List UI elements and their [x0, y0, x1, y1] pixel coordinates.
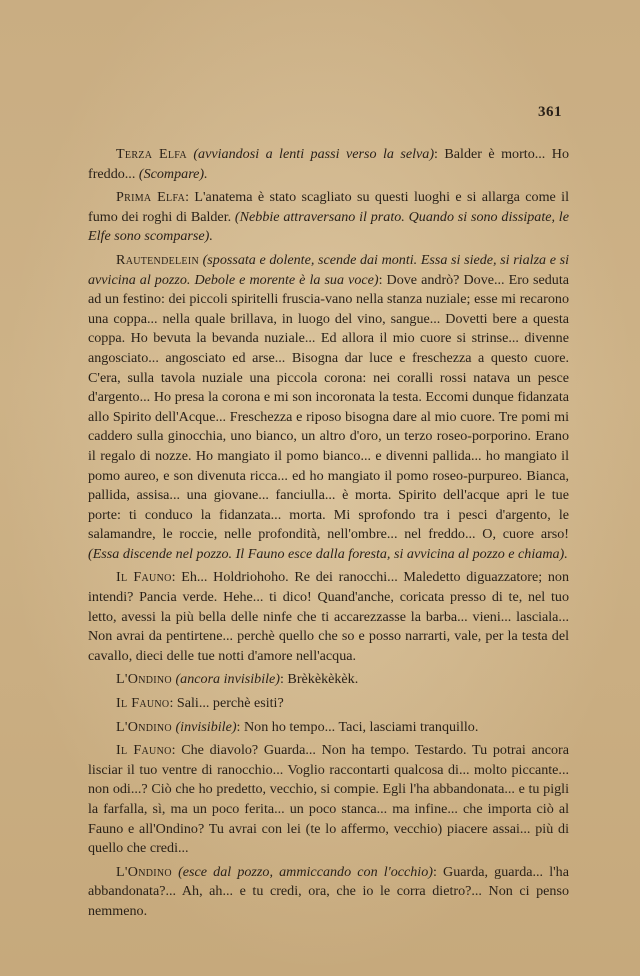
dialogue-paragraph	[88, 670, 569, 690]
speaker-name: L'Ondino	[116, 863, 172, 880]
dialogue-text: : L'anatema è stato scagliato su questi luoghi e si allarga come il fumo dei roghi di Balder.	[88, 189, 570, 225]
stage-direction: (invisibile)	[171, 718, 237, 735]
dialogue-text: : Non ho tempo... Taci, lasciami tranquillo.	[236, 718, 479, 735]
stage-direction: (avviandosi a lenti passi verso la selva)	[186, 146, 435, 162]
speaker-name: Il Fauno	[116, 742, 172, 759]
dialogue-text: : Balder è morto... Ho freddo...	[88, 146, 569, 182]
stage-direction: (spossata e dolente, scende dai monti. Essa si siede, si rialza e si avvicina al pozzo. Debole e morente è la sua voce)	[88, 251, 569, 288]
stage-direction: (Scompare).	[138, 165, 208, 182]
stage-direction: (esce dal pozzo, ammiccando con l'occhio)	[171, 863, 433, 880]
speaker-name: Prima Elfa	[116, 189, 186, 206]
dialogue-text: : Che diavolo? Guarda... Non ha tempo. Testardo. Tu potrai ancora lisciar il tuo ventre di ranocchio... Voglio raccontarti qualcosa di... molto piccante... non odi...? Ciò che ho predetto, vecchio, si compie. Egli l'ha abbandonata... e tu pigli la farfalla, sì, ma un poco ferita... un poco stanca... ma infine... che importa ciò al Fauno e all'Ondino? Tu avrai con lei (te lo affermo, vecchio) piacere assai... più di quello che credi...	[88, 742, 569, 857]
dialogue-paragraph	[88, 188, 569, 247]
stage-direction: (Nebbie attraversano il prato. Quando si sono dissipate, le Elfe sono scomparse).	[88, 208, 569, 245]
speaker-name: Il Fauno	[116, 569, 172, 586]
page-body	[88, 145, 569, 926]
stage-direction: (ancora invisibile)	[171, 671, 280, 688]
speaker-name: L'Ondino	[116, 671, 172, 688]
stage-direction: (Essa discende nel pozzo. Il Fauno esce dalla foresta, si avvicina al pozzo e chiama).	[88, 545, 568, 562]
dialogue-paragraph	[88, 863, 569, 922]
dialogue-text: : Eh... Holdriohoho. Re dei ranocchi... Maledetto diguazzatore; non intendi? Pancia verde. Hehe... ti dico! Quand'anche, coricata presso di te, nel tuo letto, avessi la più bella delle ninfe che ti accarezzasse la barba... vieni... lasciala... Non avrai da pentirtene... perchè quello che so e posso narrarti, vale, per la testa del cavallo, dieci delle tue notti d'amore nell'acqua.	[88, 569, 570, 664]
dialogue-text: : Guarda, guarda... l'ha abbandonata?... Ah, ah... e tu credi, ora, che io le corra dietro?... Non ci penso nemmeno.	[88, 863, 569, 919]
dialogue-paragraph	[88, 568, 569, 666]
dialogue-text: : Dove andrò? Dove... Ero seduta ad un festino: dei piccoli spiritelli fruscia-vano nella stanza nuziale; esse mi recarono una coppa... nella quale brillava, in luogo del vino, sangue... Dovetti bere a questa coppa. Ho bevuta la bevanda nuziale... Ed allora il mio cuore si strinse... divenne angosciato... angosciato ed arse... Bisogna dar luce e freschezza a questo cuore. C'era, sulla tavola nuziale una piccola corona: nei coralli rossi natava un pesce d'argento... Ho presa la corona e mi son incoronata la testa. Eccomi dunque fidanzata allo Spirito dell'Acque... Freschezza e riposo bisogna dare al mio cuore. Tre pomi mi caddero sulla ginocchia, uno bianco, un altro d'oro, un terzo roseo-porporino. Erano il regalo di nozze. Ho mangiato il pomo bianco... e divenni pallida... ho mangiato il pomo aureo, e son divenuta ricca... ed ho mangiato il pomo roseo-purpureo. Bianca, pallida, assisa... una giovane... fanciulla... è morta. Spirito dell'acque apri le tue porte: ti conduco la fidanzata... morta. Mi sprofondo tra i pesci d'argento, le salamandre, le roccie, nelle profondità, nell'ombre... nel freddo... O, cuore arso!	[88, 271, 569, 543]
speaker-name: Il Fauno	[116, 695, 170, 712]
speaker-name: L'Ondino	[116, 718, 172, 735]
speaker-name: Terza Elfa	[116, 146, 187, 162]
dialogue-text: : Sali... perchè esiti?	[169, 695, 284, 712]
dialogue-paragraph	[88, 694, 569, 714]
dialogue-paragraph	[88, 718, 569, 738]
dialogue-text: : Brèkèkèkèk.	[279, 671, 359, 688]
page-number: 361	[538, 104, 562, 120]
dialogue-paragraph	[88, 145, 569, 184]
speaker-name: Rautendelein	[116, 251, 199, 268]
dialogue-paragraph	[88, 741, 569, 859]
dialogue-paragraph	[88, 251, 569, 565]
